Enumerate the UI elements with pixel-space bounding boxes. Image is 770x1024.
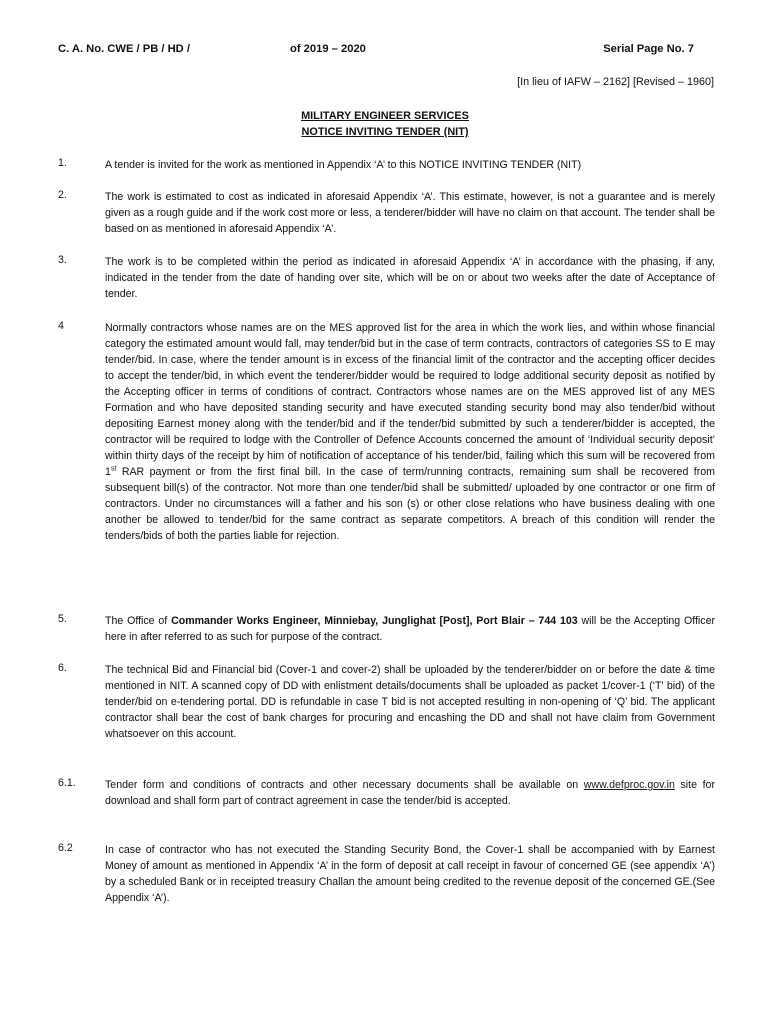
paragraph-number: 1. xyxy=(58,157,67,169)
contract-number: C. A. No. CWE / PB / HD / xyxy=(58,43,190,55)
paragraph-number: 6.2 xyxy=(58,842,73,854)
paragraph-text: The technical Bid and Financial bid (Cover-1 and cover-2) shall be uploaded by the tenderer/bidder on or before the date & time mentioned in NIT. A scanned copy of DD with enlistment details/documents shall be uploaded as packet 1/cover-1 (‘T’ bid) of the tender/bid on e-tendering portal. DD is refundable in case T bid is not accepted resulting in non-opening of ‘Q’ bid. The applicant contractor shall bear the cost of bank charges for procuring and encashing the DD and shall not have claim from Government whatsoever on this account. xyxy=(105,664,715,740)
paragraph-number: 5. xyxy=(58,613,67,625)
serial-page-number: Serial Page No. 7 xyxy=(603,43,694,55)
paragraph-text: The work is estimated to cost as indicated in aforesaid Appendix ‘A’. This estimate, however, is not a guarantee and is merely given as a rough guide and if the work cost more or less, a tenderer/bidder will have no claim on that account. The tender shall be based on as mentioned in aforesaid Appendix ‘A’. xyxy=(105,191,715,235)
paragraph-text: In case of contractor who has not executed the Standing Security Bond, the Cover-1 shall be accompanied with by Earnest Money of amount as mentioned in Appendix ‘A’ in the form of deposit at call receipt in favour of concerned GE (see appendix ‘A’) by a scheduled Bank or in receipted treasury Challan the amount being credited to the revenue deposit of the concerned GE.(See Appendix ‘A’). xyxy=(105,844,715,904)
paragraph-text: The work is to be completed within the period as indicated in aforesaid Appendix ‘A’ in accordance with the phasing, if any, indicated in the tender from the date of handing over site, which will be on or about two weeks after the date of Acceptance of tender. xyxy=(105,256,715,300)
document-subtitle: NOTICE INVITING TENDER (NIT) xyxy=(301,126,469,138)
accepting-officer-name: Commander Works Engineer, Minniebay, Junglighat [Post], Port Blair – 744 103 xyxy=(171,615,578,627)
defproc-link[interactable]: www.defproc.gov.in xyxy=(583,779,675,791)
paragraph-text xyxy=(105,777,715,809)
paragraph-number: 6.1. xyxy=(58,777,76,789)
paragraph-text-part-a: Tender form and conditions of contracts and other necessary documents shall be available on xyxy=(105,779,584,791)
paragraph-text-part-b: RAR payment or from the first final bill. In the case of term/running contracts, remaining sum shall be recovered from subsequent bill(s) of the contractor. Not more than one tender/bid shall be submitted/ uploaded by one contractor or one firm of contractors. Under no circumstances will a father and his son (s) or other close relations who have business dealing with one another be allowed to tender/bid for the same contract as separate competitors. A breach of this condition will render the tenders/bids of both the parties liable for rejection. xyxy=(105,466,715,542)
paragraph-text-part-b: will be the Accepting Officer here in after referred to as such for purpose of the contract. xyxy=(105,615,715,643)
document-title: MILITARY ENGINEER SERVICES xyxy=(301,110,469,122)
paragraph-text xyxy=(105,320,715,544)
paragraph-text-part-b: site for download and shall form part of contract agreement in case the tender/bid is accepted. xyxy=(105,779,715,807)
paragraph-text-part-a: Normally contractors whose names are on the MES approved list for the area in which the work lies, and within whose financial category the estimated amount would fall, may tender/bid but in the case of term contracts, contractors of categories SS to E may tender/bid. In case, where the tender amount is in excess of the financial limit of the contractor and the accepting officer decides to accept the tender/bid, in which event the tenderer/bidder would be required to lodge additional security deposit as notified by the Accepting officer in terms of conditions of contract. Contractors whose names are on the MES approved list of any MES Formation and who have deposited standing security and have executed standing security bond may also tender/bid without depositing Earnest money along with the tender/bid and if the tender/bid submitted by such a tenderer/bidder is accepted, the contractor will be required to lodge with the Controller of Defence Accounts concerned the amount of ‘Individual security deposit’ within thirty days of the receipt by him of notification of acceptance of his tender/bid, failing which this sum will be recovered from 1 xyxy=(105,322,715,478)
ordinal-suffix: st xyxy=(110,465,117,473)
paragraph-text-part-a: The Office of xyxy=(105,615,172,627)
paragraph-number: 4 xyxy=(58,320,64,332)
paragraph-text: A tender is invited for the work as mentioned in Appendix ‘A’ to this NOTICE INVITING TENDER (NIT) xyxy=(105,159,582,171)
paragraph-number: 3. xyxy=(58,254,67,266)
contract-year: of 2019 – 2020 xyxy=(290,43,366,55)
in-lieu-note: [In lieu of IAFW – 2162] [Revised – 1960] xyxy=(517,76,714,88)
paragraph-text xyxy=(105,613,715,645)
paragraph-number: 6. xyxy=(58,662,67,674)
paragraph-number: 2. xyxy=(58,189,67,201)
